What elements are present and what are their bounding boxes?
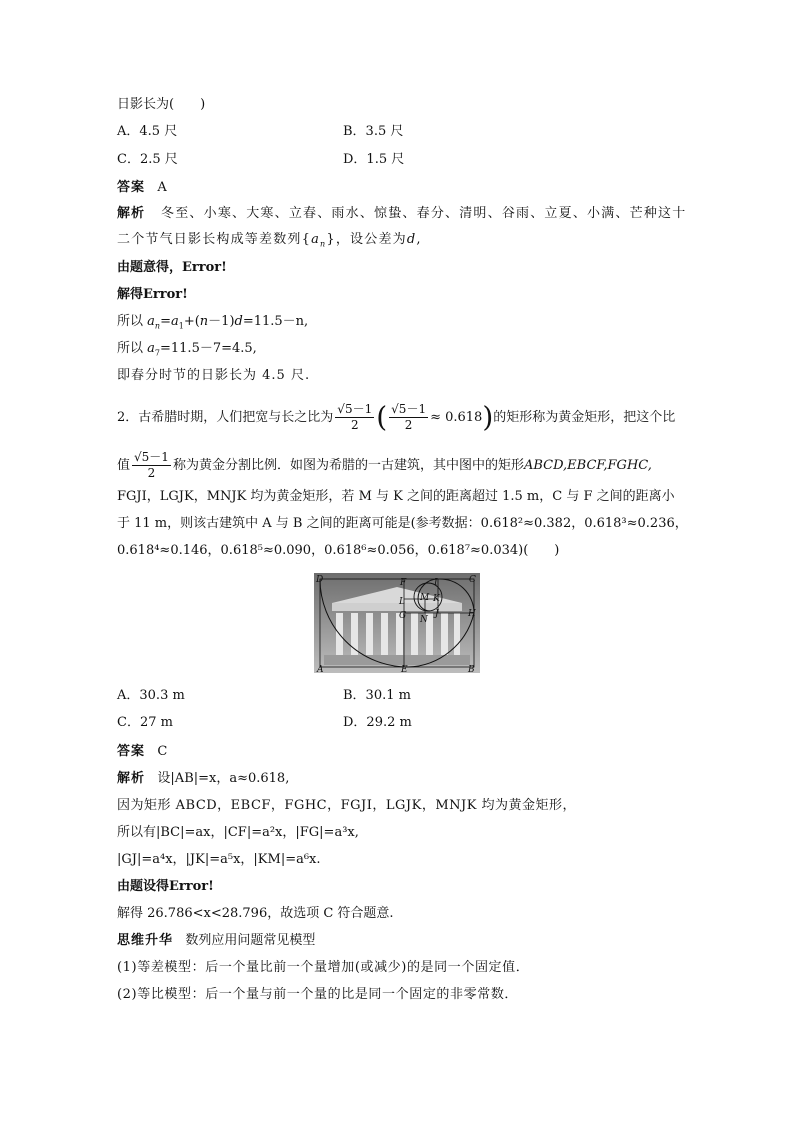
summary-title: 思维升华 (117, 933, 174, 948)
q2-option-b: B．30.1 m (343, 688, 411, 703)
q1-analysis-line-2: 二个节气日影长构成等差数列$\{a_n\}$，设公差为d, (117, 232, 422, 249)
temple-base (324, 655, 470, 665)
greek-temple-golden-rectangle-figure (314, 573, 480, 673)
q1-analysis-line-7: 即春分时节的日影长为 4.5 尺. (117, 368, 311, 383)
svg-text:E: E (401, 665, 408, 673)
svg-text:H: H (468, 609, 476, 619)
q2-analysis-line-1: 解析 设|AB|=x，a≈0.618, (117, 771, 290, 786)
svg-text:B: B (468, 665, 475, 673)
q1-stem-tail: 日影长为( ) (117, 97, 206, 112)
q2-analysis-line-5: 由题设得Error! (117, 879, 214, 894)
q2-option-a: A．30.3 m (117, 688, 185, 703)
answer-label: 答案 (117, 180, 146, 195)
summary-subtitle: 数列应用问题常见模型 (185, 933, 316, 948)
golden-ratio-fraction-2: $\frac{√5-1}{2}$ (391, 402, 427, 432)
q1-option-d: D．1.5 尺 (343, 152, 405, 167)
q2-stem-line-5: 0.618⁴≈0.146，0.618⁵≈0.090，0.618⁶≈0.056，0.618⁷≈0.034)( ) (117, 543, 560, 558)
svg-text:A: A (317, 665, 324, 673)
q2-stem-line-1: 2．古希腊时期，人们把宽与长之比为 $\frac{√5-1}{2}$ ( $\frac{√5-1}{2}$ ≈ 0.618)的矩形称为黄金矩形，把这个比 (117, 400, 676, 434)
q1-analysis-line-6: 所以 $a_7=11.5-7=4.5$, (117, 341, 257, 358)
q1-analysis-line-4: 解得Error! (117, 287, 188, 302)
svg-text:N: N (420, 615, 428, 625)
svg-text:C: C (469, 575, 476, 585)
summary-heading (117, 931, 315, 951)
q2-option-d: D．29.2 m (343, 715, 412, 730)
q1-analysis-line-3: 由题意得，Error! (117, 260, 227, 275)
q2-analysis-line-3: 所以有|BC|=ax，|CF|=a²x，|FG|=a³x, (117, 825, 359, 840)
svg-text:M: M (420, 593, 430, 603)
answer-value: A (157, 180, 167, 195)
q1-option-b: B．3.5 尺 (343, 124, 404, 139)
q2-answer: 答案 C (117, 744, 168, 759)
q2-option-c: C．27 m (117, 715, 173, 730)
svg-text:G: G (399, 611, 407, 621)
q1-answer (117, 178, 167, 198)
q2-stem-line-2: 值 $\frac{√5-1}{2}$ 称为黄金分割比例．如图为希腊的一古建筑，其中图中的矩形ABCD,EBCF,FGHC, (117, 450, 652, 480)
golden-ratio-fraction-3: $\frac{√5-1}{2}$ (134, 450, 169, 480)
q2-analysis-line-4: |GJ|=a⁴x，|JK|=a⁵x，|KM|=a⁶x. (117, 852, 321, 867)
svg-text:I: I (434, 578, 438, 588)
q2-analysis-line-6: 解得 26.786<x<28.796，故选项 C 符合题意. (117, 906, 394, 921)
q1-analysis-line-5: 所以 $a_n=a_1+(n-1)d=11.5-n$, (117, 314, 309, 331)
svg-text:L: L (399, 597, 405, 607)
svg-text:F: F (400, 578, 407, 588)
svg-text:D: D (316, 575, 324, 585)
temple-entablature (332, 603, 462, 611)
summary-item-2: (2)等比模型：后一个量与前一个量的比是同一个固定的非零常数． (117, 987, 519, 1002)
analysis-label: 解析 (117, 206, 146, 221)
q1-analysis-line-1: 解析 冬至、小寒、大寒、立春、雨水、惊蛰、春分、清明、谷雨、立夏、小满、芒种这十 (117, 206, 687, 221)
q2-analysis-line-2: 因为矩形 ABCD，EBCF，FGHC，FGJI，LGJK，MNJK 均为黄金矩形， (117, 798, 577, 813)
golden-ratio-fraction: $\frac{√5-1}{2}$ (337, 402, 373, 432)
q1-option-a: A．4.5 尺 (117, 124, 178, 139)
summary-item-1: (1)等差模型：后一个量比前一个量增加(或减少)的是同一个固定值． (117, 960, 530, 975)
q2-stem-line-3: FGJI，LGJK，MNJK 均为黄金矩形，若 M 与 K 之间的距离超过 1.5 m，C 与 F 之间的距离小 (117, 489, 675, 504)
q2-stem-line-4: 于 11 m，则该古建筑中 A 与 B 之间的距离可能是(参考数据：0.618²≈0.382，0.618³≈0.236， (117, 516, 688, 531)
q1-option-c: C．2.5 尺 (117, 152, 178, 167)
svg-text:J: J (435, 609, 439, 619)
svg-text:K: K (433, 594, 440, 604)
